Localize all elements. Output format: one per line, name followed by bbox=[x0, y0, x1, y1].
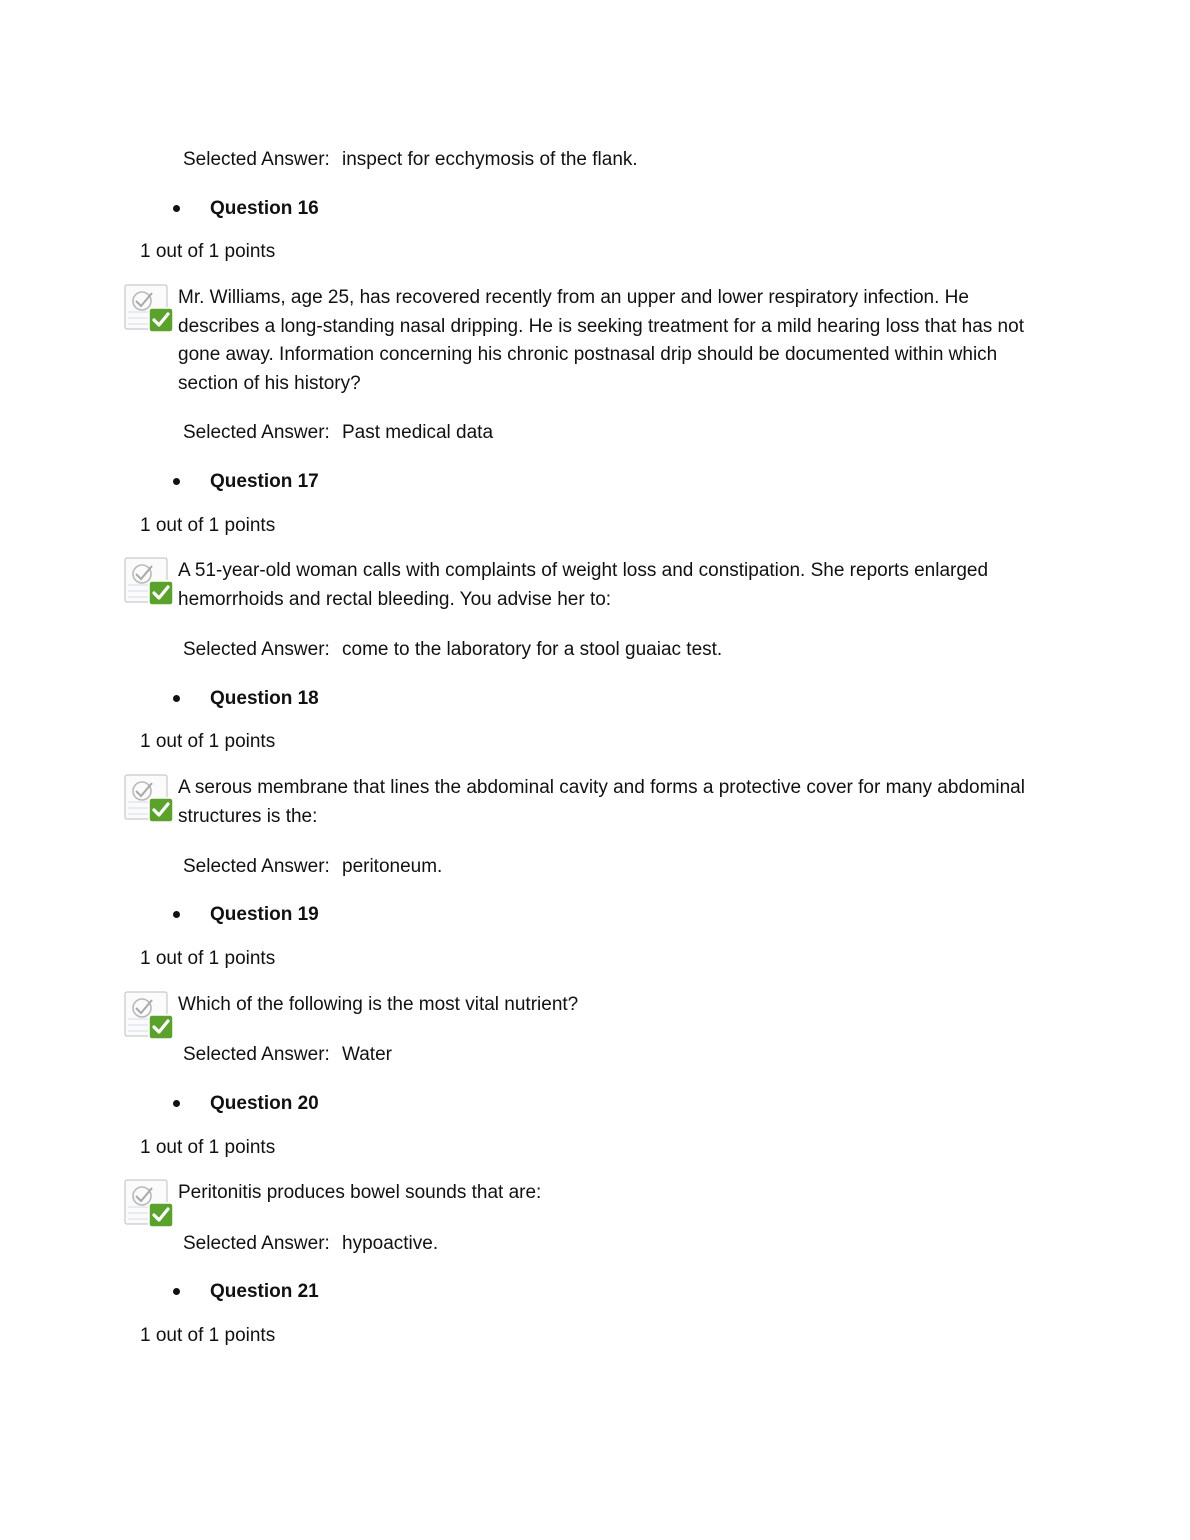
selected-answer-label: Selected Answer: bbox=[183, 1044, 330, 1065]
question-text: Peritonitis produces bowel sounds that are: bbox=[178, 1182, 542, 1203]
selected-answer-label: Selected Answer: bbox=[183, 1233, 330, 1254]
question-title: Question 16 bbox=[210, 198, 319, 219]
selected-answer-label: Selected Answer: bbox=[183, 639, 330, 660]
question-points: 1 out of 1 points bbox=[140, 241, 276, 262]
question-title: Question 19 bbox=[210, 904, 319, 925]
selected-answer-value: hypoactive. bbox=[342, 1233, 439, 1254]
question-title: Question 20 bbox=[210, 1093, 319, 1114]
correct-check-icon bbox=[124, 774, 174, 824]
question-text: Which of the following is the most vital nutrient? bbox=[178, 994, 579, 1015]
bullet-icon bbox=[173, 1288, 180, 1295]
selected-answer-value: Water bbox=[342, 1044, 392, 1065]
question-points: 1 out of 1 points bbox=[140, 1325, 276, 1346]
question-points: 1 out of 1 points bbox=[140, 1137, 276, 1158]
bullet-icon bbox=[173, 478, 180, 485]
correct-check-icon bbox=[124, 284, 174, 334]
question-title: Question 18 bbox=[210, 688, 319, 709]
question-text: A 51-year-old woman calls with complaints of weight loss and constipation. She reports enlarged hemorrhoids and rectal bleeding. You advise her to: bbox=[178, 560, 989, 610]
question-title: Question 21 bbox=[210, 1281, 319, 1302]
selected-answer-value: Past medical data bbox=[342, 422, 494, 443]
correct-check-icon bbox=[124, 1179, 174, 1229]
question-points: 1 out of 1 points bbox=[140, 515, 276, 536]
selected-answer-value: peritoneum. bbox=[342, 856, 443, 877]
selected-answer-value: come to the laboratory for a stool guaiac test. bbox=[342, 639, 723, 660]
question-points: 1 out of 1 points bbox=[140, 948, 276, 969]
bullet-icon bbox=[173, 695, 180, 702]
question-text: A serous membrane that lines the abdominal cavity and forms a protective cover for many abdominal structures is the: bbox=[178, 777, 1025, 827]
correct-check-icon bbox=[124, 991, 174, 1041]
selected-answer-label: Selected Answer: bbox=[183, 856, 330, 877]
bullet-icon bbox=[173, 911, 180, 918]
question-points: 1 out of 1 points bbox=[140, 731, 276, 752]
correct-check-icon bbox=[124, 557, 174, 607]
selected-answer-value: inspect for ecchymosis of the flank. bbox=[342, 149, 638, 170]
bullet-icon bbox=[173, 205, 180, 212]
question-title: Question 17 bbox=[210, 471, 319, 492]
bullet-icon bbox=[173, 1100, 180, 1107]
question-text: Mr. Williams, age 25, has recovered recently from an upper and lower respiratory infection. He describes a long-standing nasal dripping. He is seeking treatment for a mild hearing loss that has not gone away. Information concerning his chronic postnasal drip should be documented within which section of his history? bbox=[178, 287, 1024, 394]
selected-answer-label: Selected Answer: bbox=[183, 422, 330, 443]
selected-answer-label: Selected Answer: bbox=[183, 149, 330, 170]
